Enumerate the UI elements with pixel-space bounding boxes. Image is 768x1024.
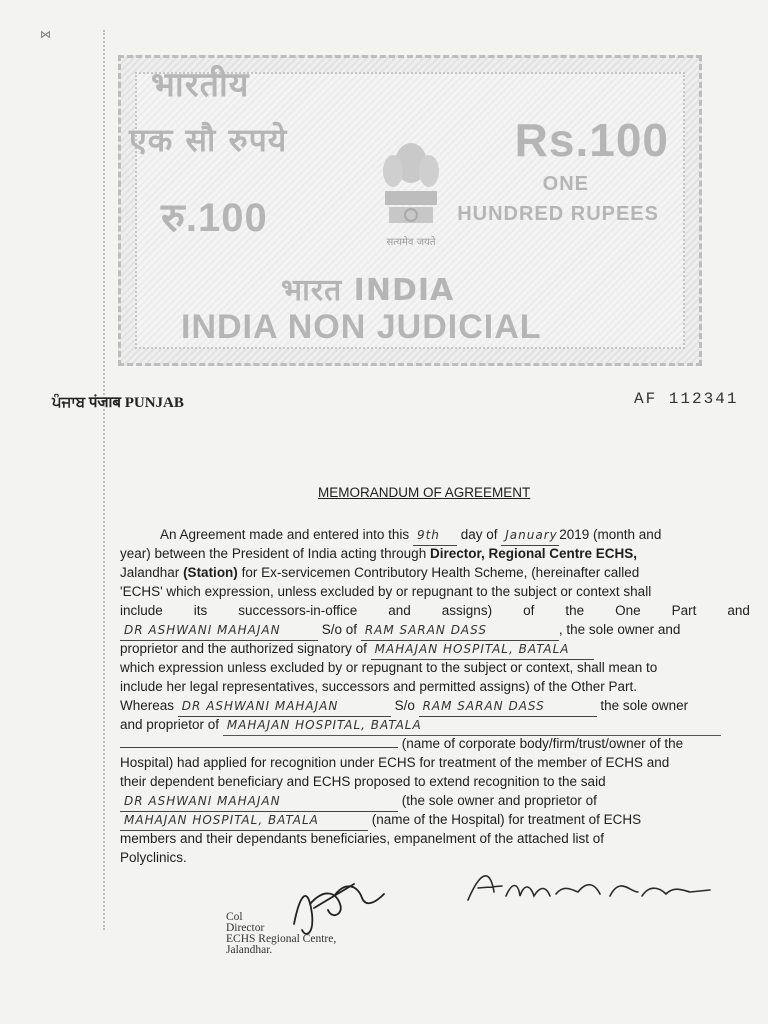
- station-label: (Station): [183, 565, 238, 580]
- father-name-handwritten-2: RAM SARAN DASS: [419, 697, 597, 717]
- month-handwritten: January: [501, 526, 559, 546]
- word: its: [193, 603, 208, 618]
- text: for Ex-servicemen Contributory Health Scheme, (hereinafter called: [241, 565, 640, 580]
- body-line-13: Hospital) had applied for recognition under ECHS for treatment of the member of ECHS and: [120, 755, 670, 770]
- text: (the sole owner and proprietor of: [401, 793, 597, 808]
- body-line-2: [120, 544, 750, 563]
- body-line-8: which expression unless excluded by or repugnant to the subject or context, shall mean to: [120, 660, 658, 675]
- text: Jalandhar: [120, 565, 180, 580]
- signature-right-icon: [460, 862, 720, 912]
- body-line-9: include her legal representatives, successors and permitted assigns) of the Other Part.: [120, 679, 638, 694]
- body-line-15: [120, 791, 750, 810]
- text: the sole owner: [600, 698, 689, 713]
- director-regional-centre: Director, Regional Centre ECHS,: [429, 546, 638, 561]
- body-line-12: [120, 734, 750, 753]
- body-line-14: their dependent beneficiary and ECHS proposed to extend recognition to the said: [120, 774, 606, 789]
- stamp-hindi-top: भारतीय: [151, 65, 250, 105]
- document-title: MEMORANDUM OF AGREEMENT: [318, 485, 531, 500]
- word: successors-in-office: [238, 603, 358, 618]
- hospital-name-handwritten: MAHAJAN HOSPITAL, BATALA: [371, 640, 594, 660]
- text: proprietor and the authorized signatory of: [120, 641, 367, 656]
- col-jalandhar: Jalandhar.: [226, 944, 273, 956]
- body-line-16: [120, 810, 750, 829]
- text: day of: [460, 527, 498, 542]
- owner-name-handwritten: DR ASHWANI MAHAJAN: [120, 621, 318, 641]
- word: include: [120, 603, 163, 618]
- punjab-label: ਪੰਜਾਬ पंजाब PUNJAB: [52, 395, 184, 411]
- text: and proprietor of: [120, 717, 220, 732]
- owner-name-handwritten-3: DR ASHWANI MAHAJAN: [120, 792, 398, 812]
- body-line-3: [120, 563, 750, 582]
- text: (name of the Hospital) for treatment of ECHS: [371, 812, 642, 827]
- text: 2019 (month and: [559, 527, 662, 542]
- body-line-6: [120, 620, 750, 639]
- agreement-body: [120, 525, 750, 867]
- text: year) between the President of India acting through: [120, 546, 427, 561]
- stamp-bharat-india: भारत INDIA: [281, 273, 455, 308]
- body-line-11: [120, 715, 750, 734]
- body-line-10: [120, 696, 750, 715]
- father-name-handwritten: RAM SARAN DASS: [361, 621, 559, 641]
- owner-name-handwritten-2: DR ASHWANI MAHAJAN: [178, 697, 391, 717]
- page-margin-dots: [103, 30, 107, 930]
- word: and: [388, 603, 411, 618]
- hospital-name-handwritten-3: MAHAJAN HOSPITAL, BATALA: [120, 811, 368, 831]
- text: S/o of: [321, 622, 358, 637]
- body-line-1: [120, 525, 750, 544]
- stamp-rs-right: Rs.100: [514, 114, 669, 166]
- text: S/o: [394, 698, 415, 713]
- day-handwritten: 9th: [413, 526, 457, 546]
- word: the: [565, 603, 585, 618]
- body-line-4: 'ECHS' which expression, unless excluded by or repugnant to the subject or context shall: [120, 584, 652, 599]
- col-director: Director: [226, 922, 265, 934]
- body-line-7: [120, 639, 750, 658]
- text: , the sole owner and: [558, 622, 681, 637]
- body-line-5: [120, 601, 750, 620]
- stamp-paper: [118, 55, 702, 366]
- hospital-name-handwritten-2: MAHAJAN HOSPITAL, BATALA: [223, 716, 721, 736]
- text: (name of corporate body/firm/trust/owner of the: [401, 736, 684, 751]
- emblem-motto: सत्यमेव जयते: [386, 237, 436, 248]
- text: An Agreement made and entered into this: [160, 527, 410, 542]
- col-director-block: [226, 912, 336, 956]
- col-rank: Col: [226, 911, 243, 923]
- stamp-one: ONE: [542, 173, 589, 195]
- stamp-serial-number: AF 112341: [634, 390, 739, 408]
- body-line-17: members and their dependants beneficiaries, empanelment of the attached list of: [120, 831, 605, 846]
- word: One: [615, 603, 641, 618]
- word: of: [523, 603, 535, 618]
- word: Part: [671, 603, 697, 618]
- text: Whereas: [120, 698, 175, 713]
- corner-mark: ⋈: [40, 29, 51, 41]
- stamp-non-judicial: INDIA NON JUDICIAL: [181, 308, 542, 346]
- stamp-hundred: HUNDRED RUPEES: [457, 203, 659, 225]
- col-echs-centre: ECHS Regional Centre,: [226, 933, 337, 945]
- body-line-18: Polyclinics.: [120, 850, 187, 865]
- stamp-rs-left: रु.100: [161, 196, 268, 240]
- blank-line: [120, 747, 398, 748]
- word: and: [727, 603, 750, 618]
- stamp-hindi-amount: एक सौ रुपये: [129, 121, 288, 159]
- word: assigns): [441, 603, 493, 618]
- ashoka-emblem-icon: [371, 133, 451, 253]
